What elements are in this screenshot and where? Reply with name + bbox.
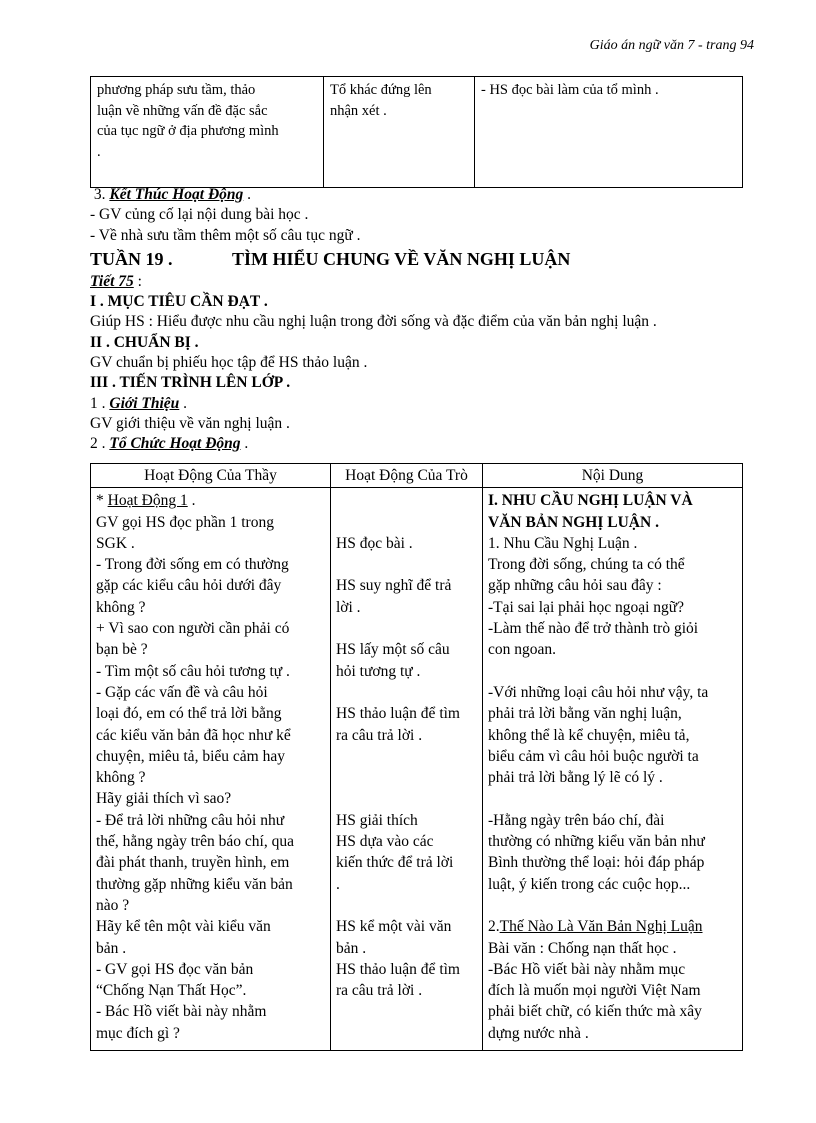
text-line: Tổ khác đứng lên — [330, 82, 432, 98]
text-line — [336, 788, 477, 809]
section-procedure-heading: III . TIẾN TRÌNH LÊN LỚP . — [90, 374, 291, 392]
text-line: phải trả lời bằng lý lẽ có lý . — [488, 769, 663, 787]
student-activity-cell — [331, 488, 483, 1051]
text-line: không ? — [96, 769, 146, 787]
text-line: hỏi tương tự . — [336, 662, 421, 680]
text-line: -Hằng ngày trên báo chí, đài — [488, 811, 665, 829]
text-line: của tục ngữ ở địa phương mình — [97, 123, 279, 139]
text-line: - Để trả lời những câu hỏi như — [96, 811, 285, 829]
text-line: SGK . — [96, 534, 135, 552]
text-line: ra câu trả lời . — [336, 982, 423, 1000]
top-table-col-content — [475, 77, 743, 188]
column-header-teacher: Hoạt Động Của Thầy — [91, 464, 331, 488]
text-line — [488, 895, 737, 916]
content-heading-1-cont: VĂN BẢN NGHỊ LUẬN . — [488, 513, 659, 531]
top-table-col-student — [324, 77, 475, 188]
week-label: TUẦN 19 . — [90, 248, 173, 269]
text-line: 1. Nhu Cầu Nghị Luận . — [488, 534, 638, 552]
text-line: HS dựa vào các — [336, 833, 434, 851]
text-line: thế, hằng ngày trên báo chí, qua — [96, 833, 294, 851]
text-line: phải trả lời bằng văn nghị luận, — [488, 705, 682, 723]
activity-1-heading: * Hoạt Động 1 . — [96, 492, 196, 510]
text-line: Hãy kể tên một vài kiểu văn — [96, 918, 271, 936]
text-line: bản . — [336, 939, 367, 957]
text-line: -Làm thế nào để trở thành trò giỏi — [488, 620, 699, 638]
text-line: gặp những câu hỏi sau đây : — [488, 577, 662, 595]
text-line: kiến thức để trả lời — [336, 854, 454, 872]
text-line: nào ? — [96, 896, 130, 914]
end-activity-heading: 3. Kết Thúc Hoạt Động . — [93, 186, 252, 203]
text-line: biểu cảm vì câu hỏi buộc người ta — [488, 747, 699, 765]
column-header-student: Hoạt Động Của Trò — [331, 464, 483, 488]
text-line: gặp các kiểu câu hỏi dưới đây — [96, 577, 282, 595]
text-line: phải biết chữ, có kiến thức mà xây — [488, 1003, 702, 1021]
text-line: HS thảo luận để tìm — [336, 960, 460, 978]
text-line: . — [336, 875, 340, 893]
content-heading-1: I. NHU CẦU NGHỊ LUẬN VÀ — [488, 492, 693, 510]
text-line — [336, 746, 477, 767]
intro-body: GV giới thiệu về văn nghị luận . — [90, 414, 290, 432]
teacher-activity-cell — [91, 488, 331, 1051]
text-line: các kiểu văn bản đã học như kể — [96, 726, 291, 744]
text-line — [336, 895, 477, 916]
content-lines-a — [488, 533, 737, 916]
text-line: Trong đời sống, chúng ta có thể — [488, 556, 685, 574]
organize-heading: 2 . Tổ Chức Hoạt Động . — [90, 435, 249, 453]
text-line: -Bác Hồ viết bài này nhằm mục — [488, 960, 686, 978]
text-line: - Tìm một số câu hỏi tương tự . — [96, 662, 290, 680]
teacher-lines — [96, 512, 325, 1044]
text-line: lời . — [336, 598, 361, 616]
text-line: đài phát thanh, truyền hình, em — [96, 854, 290, 872]
section-objectives-body: Giúp HS : Hiểu được nhu cầu nghị luận trong đời sống và đặc điểm của văn bản nghị luận . — [90, 313, 657, 331]
section-objectives-heading: I . MỤC TIÊU CẦN ĐẠT . — [90, 293, 268, 311]
text-line — [336, 682, 477, 703]
text-line: - GV gọi HS đọc văn bản — [96, 960, 254, 978]
column-header-content: Nội Dung — [483, 464, 743, 488]
text-line — [336, 490, 477, 511]
text-line: chuyện, miêu tả, biểu cảm hay — [96, 747, 285, 765]
text-line: HS giải thích — [336, 811, 418, 829]
text-line: - Gặp các vấn đề và câu hỏi — [96, 683, 268, 701]
text-line: bản . — [96, 939, 127, 957]
text-line: Bình thường thể loại: hỏi đáp pháp — [488, 854, 705, 872]
text-line: luật, ý kiến trong các cuộc họp... — [488, 875, 691, 893]
text-line: đích là muốn mọi người Việt Nam — [488, 982, 701, 1000]
text-line: con ngoan. — [488, 641, 557, 659]
top-table-col-teacher — [91, 77, 324, 188]
text-line: HS lấy một số câu — [336, 641, 450, 659]
section-preparation-body: GV chuẩn bị phiếu học tập để HS thảo luận . — [90, 354, 368, 372]
text-line — [336, 554, 477, 575]
text-line: HS suy nghĩ để trả — [336, 577, 452, 595]
period-label: Tiết 75 : — [90, 272, 142, 290]
text-line: - Bác Hồ viết bài này nhằm — [96, 1003, 267, 1021]
text-line: GV gọi HS đọc phần 1 trong — [96, 513, 274, 531]
text-line: loại đó, em có thể trả lời bằng — [96, 705, 282, 723]
text-line: HS thảo luận để tìm — [336, 705, 460, 723]
text-line: không ? — [96, 598, 146, 616]
text-line: nhận xét . — [330, 102, 387, 119]
text-line: dựng nước nhà . — [488, 1024, 589, 1042]
text-line: bạn bè ? — [96, 641, 148, 659]
content-heading-2: 2.Thế Nào Là Văn Bản Nghị Luận — [488, 918, 703, 936]
text-line — [336, 618, 477, 639]
text-line: -Tại sai lại phải học ngoại ngữ? — [488, 598, 685, 616]
text-line: phương pháp sưu tầm, thảo — [97, 82, 256, 98]
text-line: “Chống Nạn Thất Học”. — [96, 982, 247, 1000]
content-cell — [483, 488, 743, 1051]
text-line: - HS đọc bài làm của tổ mình . — [481, 82, 659, 98]
lesson-body — [90, 185, 750, 455]
text-line: ra câu trả lời . — [336, 726, 423, 744]
text-line — [336, 512, 477, 533]
end-activity-line: - Về nhà sưu tầm thêm một số câu tục ngữ . — [90, 226, 361, 244]
page-header-note: Giáo án ngữ văn 7 - trang 94 — [589, 38, 754, 53]
section-preparation-heading: II . CHUẨN BỊ . — [90, 333, 199, 351]
activity-table — [90, 463, 743, 1051]
text-line — [488, 661, 737, 682]
text-line: luận về những vấn đề đặc sắc — [97, 102, 268, 119]
text-line: -Với những loại câu hỏi như vậy, ta — [488, 683, 709, 701]
lesson-title-row — [90, 246, 750, 272]
text-line: Bài văn : Chống nạn thất học . — [488, 939, 677, 957]
text-line — [488, 788, 737, 809]
top-table — [90, 76, 743, 188]
text-line: - Trong đời sống em có thường — [96, 556, 289, 574]
student-lines — [336, 490, 477, 1001]
end-activity-line: - GV củng cố lại nội dung bài học . — [90, 206, 309, 224]
intro-heading: 1 . Giới Thiệu . — [90, 394, 188, 412]
text-line: HS đọc bài . — [336, 534, 413, 552]
text-line: thường gặp những kiểu văn bản — [96, 875, 293, 893]
text-line — [336, 767, 477, 788]
text-line: HS kể một vài văn — [336, 918, 452, 936]
text-line: thường có những kiểu văn bản như — [488, 833, 705, 851]
text-line: Hãy giải thích vì sao? — [96, 790, 232, 808]
text-line: mục đích gì ? — [96, 1024, 180, 1042]
text-line: + Vì sao con người cần phải có — [96, 620, 290, 638]
text-line: . — [97, 143, 101, 160]
text-line: không thể là kể chuyện, miêu tả, — [488, 726, 690, 744]
lesson-title: TÌM HIỂU CHUNG VỀ VĂN NGHỊ LUẬN — [232, 248, 571, 269]
content-lines-b — [488, 938, 737, 1044]
